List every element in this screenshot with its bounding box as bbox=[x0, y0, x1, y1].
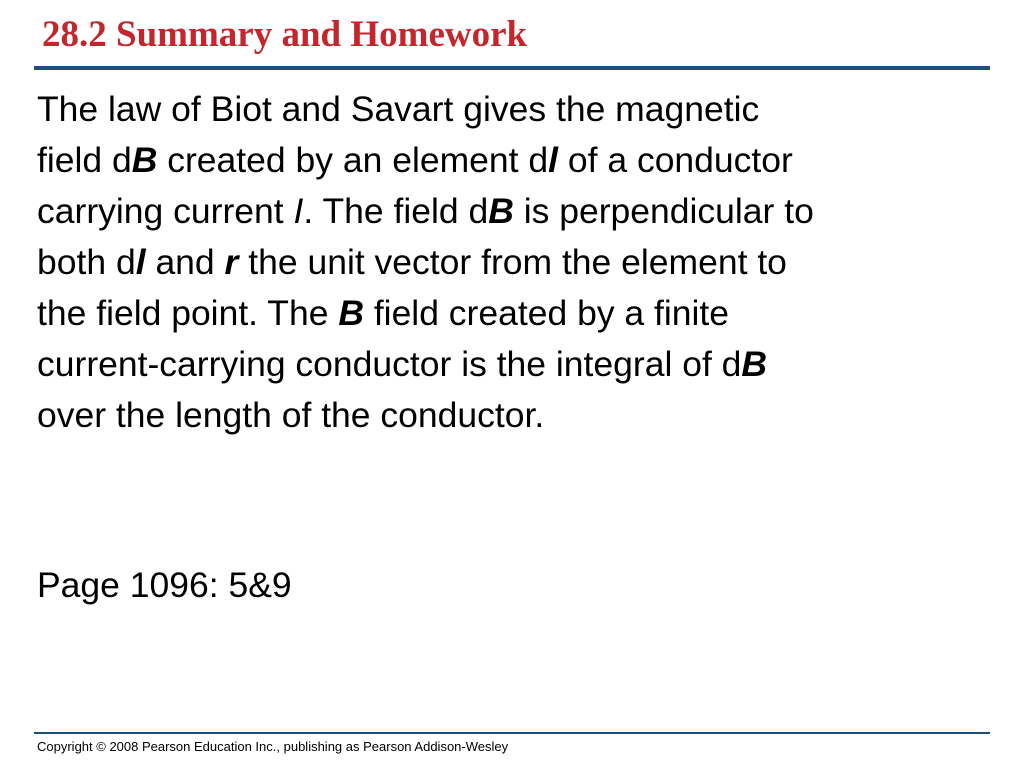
slide-title: 28.2 Summary and Homework bbox=[42, 14, 528, 55]
title-divider bbox=[34, 66, 990, 70]
text-run: both d bbox=[37, 242, 136, 282]
vector-symbol: l bbox=[548, 140, 558, 180]
text-run: current-carrying conductor is the integral of d bbox=[37, 344, 742, 384]
vector-symbol: l bbox=[135, 242, 146, 282]
text-run: field d bbox=[37, 140, 132, 180]
text-run: . The field d bbox=[303, 191, 489, 231]
text-run: The law of Biot and Savart gives the magnetic bbox=[37, 89, 760, 129]
text-run: over the length of the conductor. bbox=[37, 395, 545, 435]
copyright-footer: Copyright © 2008 Pearson Education Inc., publishing as Pearson Addison-Wesley bbox=[37, 739, 509, 754]
vector-symbol: r bbox=[224, 242, 239, 282]
text-run: of a conductor bbox=[558, 140, 793, 180]
text-run: is perpendicular to bbox=[513, 191, 814, 231]
text-run: field created by a finite bbox=[363, 293, 730, 333]
current-symbol: I bbox=[293, 191, 304, 231]
summary-line bbox=[37, 135, 987, 186]
vector-symbol: B bbox=[338, 293, 364, 333]
summary-line bbox=[37, 339, 987, 390]
text-run: created by an element d bbox=[157, 140, 549, 180]
text-run: and bbox=[145, 242, 225, 282]
homework-assignment: Page 1096: 5&9 bbox=[37, 565, 292, 605]
vector-symbol: B bbox=[741, 344, 768, 384]
summary-paragraph bbox=[37, 84, 987, 441]
footer-divider bbox=[34, 732, 990, 734]
summary-line bbox=[37, 186, 987, 237]
text-run: the unit vector from the element to bbox=[238, 242, 787, 282]
summary-line bbox=[37, 237, 987, 288]
vector-symbol: B bbox=[131, 140, 158, 180]
summary-line bbox=[37, 288, 987, 339]
summary-line bbox=[37, 84, 987, 135]
vector-symbol: B bbox=[488, 191, 514, 231]
text-run: the field point. The bbox=[37, 293, 339, 333]
text-run: carrying current bbox=[37, 191, 294, 231]
summary-line bbox=[37, 390, 987, 441]
